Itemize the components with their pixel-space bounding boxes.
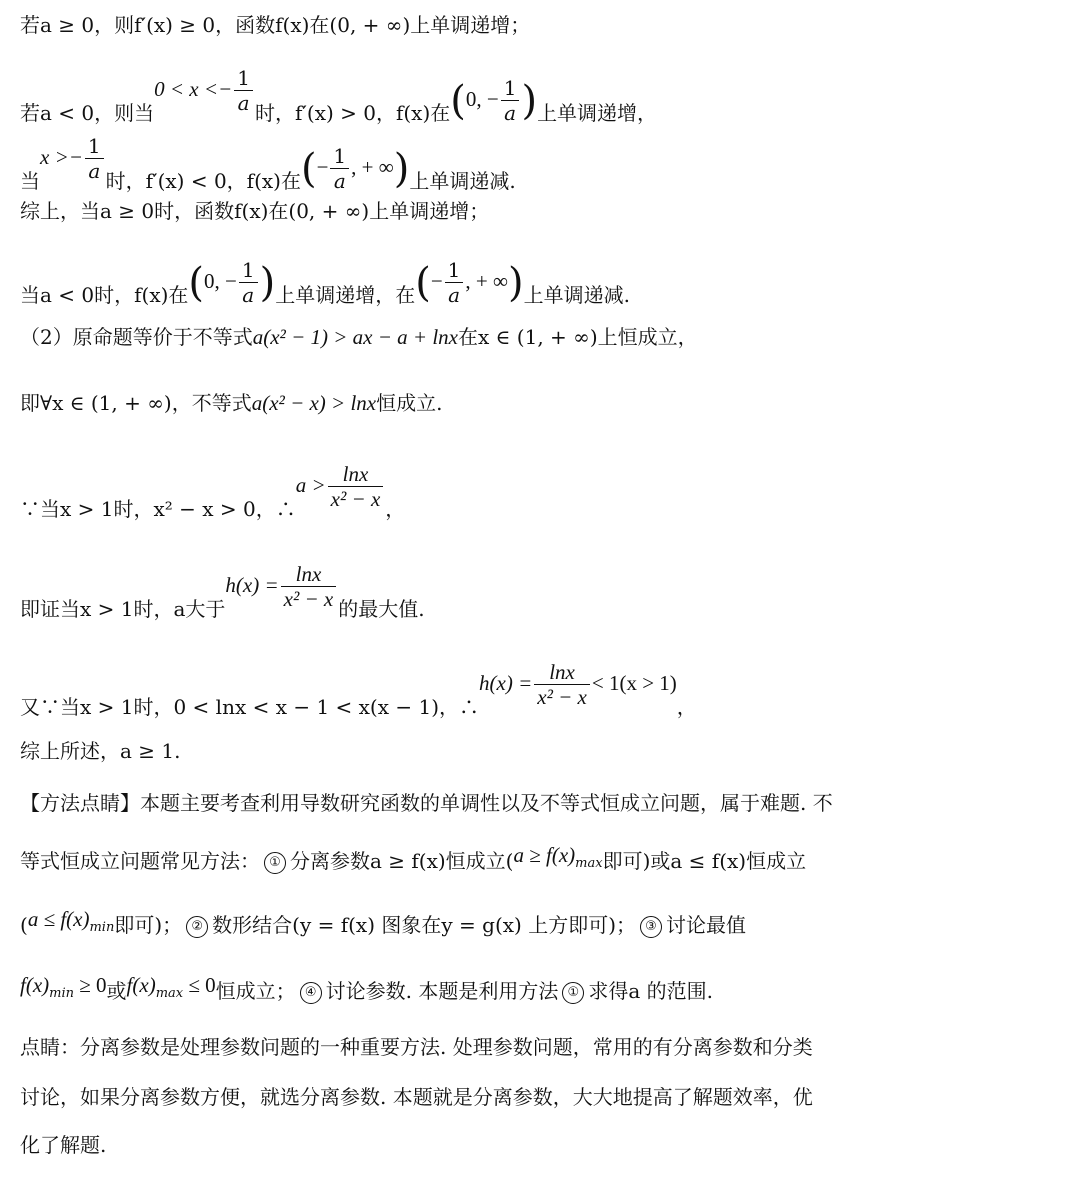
math-text: −	[316, 155, 329, 179]
text-line	[20, 1084, 813, 1110]
fraction	[234, 66, 253, 115]
text-line	[20, 66, 658, 139]
text: ，	[385, 497, 406, 521]
math-text: a >	[295, 473, 326, 497]
math-text: f(x)	[126, 973, 156, 997]
math-text: , + ∞	[465, 269, 508, 293]
fraction-numerator: 1	[330, 144, 349, 169]
fraction	[85, 134, 104, 183]
text-line	[20, 907, 746, 947]
text: 或	[106, 979, 127, 1003]
text: 数形结合(y = f(x) 图象在y = g(x) 上方即可)；	[212, 913, 636, 937]
text-line	[20, 843, 807, 883]
text: 上单调递减.	[409, 169, 516, 193]
fraction	[328, 462, 384, 511]
text: 时，f′(x) > 0，f(x)在	[254, 101, 451, 125]
text-line	[20, 1132, 106, 1158]
text-line	[20, 660, 697, 733]
text: 若a < 0，则当	[20, 101, 155, 125]
math-expression: a(x² − 1) > ax − a + lnx	[252, 325, 458, 349]
fraction-denominator: a	[242, 283, 255, 307]
text: 即∀x ∈ (1, + ∞)，不等式	[20, 391, 252, 415]
fraction-numerator: 1	[234, 66, 253, 91]
text-line	[20, 258, 630, 321]
text: 综上所述，a ≥ 1.	[20, 739, 181, 763]
text: 讨论最值	[666, 913, 746, 937]
text: 当a < 0时，f(x)在	[20, 283, 189, 307]
fraction	[281, 562, 337, 611]
text-line	[20, 562, 425, 635]
fraction-denominator: x² − x	[283, 587, 334, 611]
fraction-denominator: x² − x	[537, 685, 587, 709]
fraction-numerator: lnx	[281, 562, 337, 587]
fraction-denominator: a	[237, 91, 250, 115]
text: 上单调递减.	[523, 283, 630, 307]
circled-number: ①	[264, 852, 286, 874]
fraction-denominator: a	[88, 159, 101, 183]
fraction	[501, 76, 520, 125]
math-text: h(x) =	[479, 671, 533, 695]
fraction-denominator: x² − x	[330, 487, 381, 511]
subscript: min	[49, 986, 75, 1001]
text-line	[20, 973, 714, 1013]
text: 综上，当a ≥ 0时，函数f(x)在(0, + ∞)上单调递增；	[20, 199, 490, 223]
fraction-numerator: lnx	[534, 660, 590, 685]
math-text: a ≥ f(x)	[513, 843, 576, 867]
text: 即可)或a ≤ f(x)恒成立	[602, 849, 807, 873]
math-text: < 1(x > 1)	[591, 671, 677, 695]
left-paren: (	[188, 259, 205, 306]
fraction-numerator: lnx	[328, 462, 384, 487]
text: （2）原命题等价于不等式	[20, 325, 253, 349]
fraction	[239, 258, 258, 307]
left-paren: (	[415, 259, 431, 306]
circled-number: ④	[300, 982, 322, 1004]
fraction-denominator: a	[448, 283, 460, 307]
text-line	[20, 12, 530, 38]
math-text: , + ∞	[351, 155, 394, 179]
right-paren: )	[259, 259, 276, 306]
fraction-numerator: 1	[239, 258, 258, 283]
text-line	[20, 790, 833, 816]
text: 当	[20, 169, 40, 193]
text: 即证当x > 1时，a大于	[20, 597, 226, 621]
math-text: 0, −	[204, 269, 237, 293]
text: 上单调递增，在	[275, 283, 416, 307]
circled-number: ③	[640, 916, 662, 938]
text: 又∵当x > 1时，0 < lnx < x − 1 < x(x − 1)，∴	[20, 695, 480, 719]
fraction-numerator: 1	[501, 76, 520, 101]
text: 在x ∈ (1, + ∞)上恒成立，	[458, 325, 698, 349]
text: 即可)；	[114, 913, 183, 937]
text: 上单调递增，	[537, 101, 658, 125]
text-line	[20, 198, 489, 224]
right-paren: )	[393, 145, 410, 192]
text: ，	[676, 695, 697, 719]
fraction-numerator: 1	[85, 134, 104, 159]
text: 讨论参数. 本题是利用方法	[325, 979, 559, 1003]
right-paren: )	[521, 77, 538, 124]
math-text: ≥ 0	[74, 973, 107, 997]
text: 的最大值.	[338, 597, 425, 621]
text: 求得a 的范围.	[588, 979, 714, 1003]
text-line	[20, 1034, 813, 1060]
text-line	[20, 462, 406, 535]
subscript: max	[575, 856, 603, 871]
math-text: x >−	[40, 145, 83, 169]
text: 恒成立.	[376, 391, 443, 415]
subscript: max	[155, 986, 184, 1001]
text-line	[20, 324, 698, 350]
fraction	[534, 660, 590, 709]
text-line	[20, 390, 442, 416]
text: 讨论，如果分离参数方便，就选分离参数. 本题就是分离参数，大大地提高了解题效率，优	[20, 1085, 813, 1109]
text: 【方法点睛】本题主要考查利用导数研究函数的单调性以及不等式恒成立问题，属于难题. 不	[20, 791, 833, 815]
text: (	[20, 913, 28, 937]
math-text: h(x) =	[225, 573, 279, 597]
math-text: 0, −	[465, 87, 499, 111]
fraction-numerator: 1	[445, 258, 464, 283]
circled-number: ①	[562, 982, 584, 1004]
fraction-denominator: a	[333, 169, 346, 193]
text: 化了解题.	[20, 1133, 107, 1157]
text: 若a ≥ 0，则f′(x) ≥ 0，函数f(x)在(0, + ∞)上单调递增；	[20, 13, 531, 37]
text: 点睛：分离参数是处理参数问题的一种重要方法. 处理参数问题，常用的有分离参数和分类	[20, 1035, 813, 1059]
math-text: −	[430, 269, 443, 293]
text-line	[20, 738, 180, 764]
fraction	[330, 144, 349, 193]
text: 时，f′(x) < 0，f(x)在	[105, 169, 301, 193]
circled-number: ②	[186, 916, 208, 938]
math-text: a ≤ f(x)	[27, 907, 90, 931]
left-paren: (	[300, 145, 317, 192]
subscript: min	[89, 920, 115, 935]
right-paren: )	[507, 259, 524, 306]
math-expression: a(x² − x) > lnx	[251, 391, 377, 415]
text: 分离参数a ≥ f(x)恒成立(	[290, 849, 514, 873]
text: 等式恒成立问题常见方法：	[20, 849, 260, 873]
text: 恒成立；	[215, 979, 296, 1003]
left-paren: (	[450, 77, 466, 124]
fraction-denominator: a	[504, 101, 517, 125]
text: ∵当x > 1时，x² − x > 0，∴	[20, 497, 296, 521]
math-text: 0 < x <−	[154, 77, 233, 101]
math-text: f(x)	[20, 973, 50, 997]
math-text: ≤ 0	[183, 973, 216, 997]
fraction	[445, 258, 464, 307]
